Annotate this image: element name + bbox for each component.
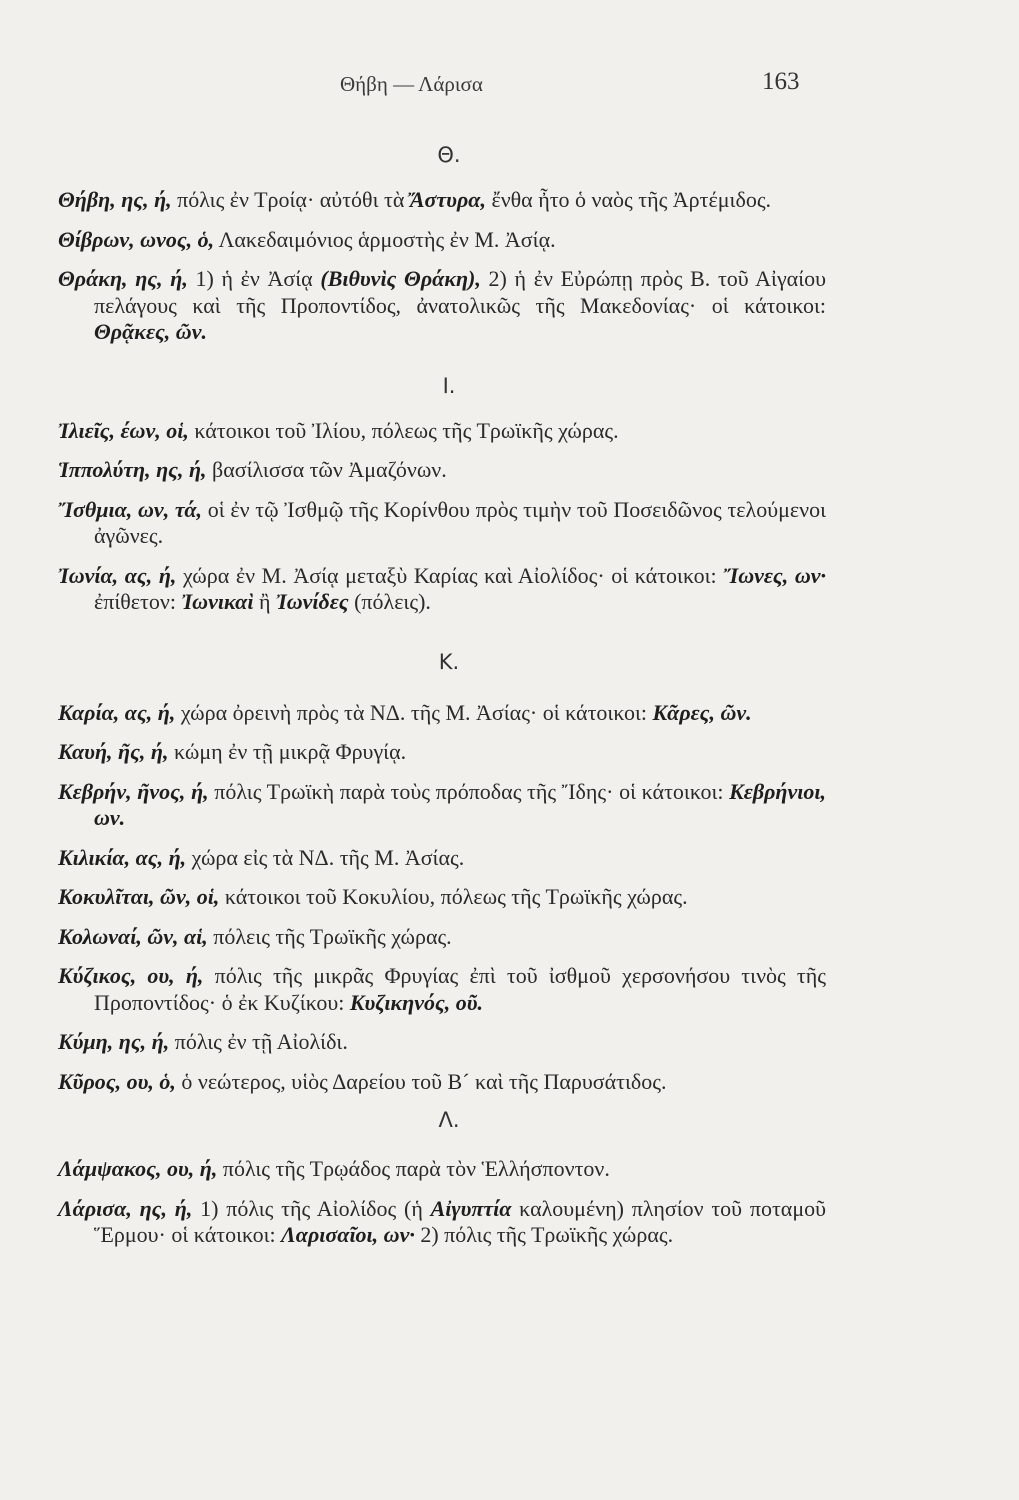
headword: Λάμψακος, ου, ή, <box>58 1156 218 1181</box>
italic-term: Θρᾷκες, ῶν. <box>94 319 207 344</box>
headword: Ἰωνία, ας, ή, <box>58 562 177 588</box>
section-letter-iota: Ι. <box>442 373 456 398</box>
definition-text: 1) ἡ ἐν Ἀσίᾳ <box>187 266 321 291</box>
definition-text: πόλις τῆς Τρῳάδος παρὰ τὸν Ἑλλήσποντον. <box>217 1156 610 1181</box>
italic-term: Κεβρήνιοι, ων. <box>94 778 826 830</box>
page-number: 163 <box>762 68 800 95</box>
entry-kolonai <box>58 924 826 951</box>
entry-larisa <box>58 1196 826 1249</box>
italic-term: Ἴωνες, ων· <box>723 562 826 588</box>
headword: Ἴσθμια, ων, τά, <box>58 496 203 522</box>
entry-thrace <box>58 266 826 346</box>
italic-term: Κᾶρες, ῶν. <box>652 699 752 725</box>
definition-text: πόλις Τρωϊκὴ παρὰ τοὺς πρόποδας τῆς Ἴδης· οἱ κάτοικοι: <box>208 778 730 804</box>
definition-text: 2) πόλις τῆς Τρωϊκῆς χώρας. <box>414 1222 674 1247</box>
headword: Κῦρος, ου, ὁ, <box>58 1068 176 1094</box>
headword: Κολωναί, ῶν, αἱ, <box>58 923 208 949</box>
italic-term: (Βιθυνὶς Θράκη), <box>320 266 481 291</box>
definition-text: ὁ νεώτερος, υἱὸς Δαρείου τοῦ Β´ καὶ τῆς Παρυσάτιδος. <box>175 1068 667 1094</box>
entry-hippolyte <box>58 457 826 484</box>
definition-text: (πόλεις). <box>348 589 431 614</box>
definition-text: χώρα εἰς τὰ ΝΔ. τῆς Μ. Ἀσίας. <box>186 844 465 870</box>
entry-isthmia <box>58 497 826 550</box>
italic-term: Ἄστυρα, <box>409 187 486 212</box>
definition-text: πόλις τῆς μικρᾶς Φρυγίας ἐπὶ τοῦ ἰσθμοῦ χερσονήσου τινὸς τῆς Προποντίδος· ὁ ἐκ Κυζίκου: <box>94 963 826 1015</box>
entry-lampsakos <box>58 1156 826 1183</box>
italic-term: Κυζικηνός, οῦ. <box>349 989 484 1015</box>
entry-thebe <box>58 187 826 214</box>
page-content <box>58 143 826 1262</box>
definition-text: χώρα ἐν Μ. Ἀσίᾳ μεταξὺ Καρίας καὶ Αἰολίδος· οἱ κάτοικοι: <box>176 562 724 588</box>
headword: Κιλικία, ας, ή, <box>58 844 187 870</box>
section-letter-theta: Θ. <box>437 143 461 167</box>
headword: Ἰλιεῖς, έων, οἱ, <box>58 417 189 443</box>
definition-text: οἱ ἐν τῷ Ἰσθμῷ τῆς Κορίνθου πρὸς τιμὴν τοῦ Ποσειδῶνος τελούμενοι ἀγῶνες. <box>94 496 826 548</box>
headword: Θίβρων, ωνος, ὁ, <box>58 226 215 252</box>
definition-text: κώμη ἐν τῇ μικρᾷ Φρυγίᾳ. <box>168 739 407 764</box>
definition-text: ἢ <box>253 589 276 614</box>
definition-text: κάτοικοι τοῦ Ἰλίου, πόλεως τῆς Τρωϊκῆς χώρας. <box>188 417 619 443</box>
definition-text: Λακεδαιμόνιος ἁρμοστὴς ἐν Μ. Ἀσίᾳ. <box>214 226 556 252</box>
definition-text: πόλεις τῆς Τρωϊκῆς χώρας. <box>207 923 452 949</box>
entry-kaue <box>58 739 826 766</box>
definition-text: 1) πόλις τῆς Αἰολίδος (ἡ <box>192 1195 431 1221</box>
headword: Ἱππολύτη, ης, ή, <box>58 457 207 482</box>
headword: Κύμη, ης, ή, <box>58 1029 170 1054</box>
entry-ionia <box>58 563 826 616</box>
headword: Λάρισα, ης, ή, <box>58 1195 193 1221</box>
headword: Κύζικος, ου, ή, <box>58 963 204 988</box>
entry-kyzikos <box>58 963 826 1016</box>
entry-kyros <box>58 1069 826 1096</box>
definition-text: πόλις ἐν Τροίᾳ· αὐτόθι τὰ <box>171 187 410 212</box>
definition-text: βασίλισσα τῶν Ἀμαζόνων. <box>206 457 447 482</box>
italic-term: Αἰγυπτία <box>430 1195 512 1221</box>
entry-kyme <box>58 1029 826 1056</box>
italic-term: Ἰωνικαὶ <box>181 589 254 614</box>
definition-text: χώρα ὀρεινὴ πρὸς τὰ ΝΔ. τῆς Μ. Ἀσίας· οἱ κάτοικοι: <box>175 699 653 725</box>
section-letter-lambda: Λ. <box>438 1108 460 1132</box>
entry-karia <box>58 700 826 727</box>
section-letter-kappa: Κ. <box>438 649 460 674</box>
definition-text: κάτοικοι τοῦ Κοκυλίου, πόλεως τῆς Τρωϊκῆς χώρας. <box>219 884 688 909</box>
entry-ilieis <box>58 418 826 445</box>
headword: Καυή, ῆς, ή, <box>58 739 169 764</box>
definition-text: καλουμένη) πλησίον τοῦ ποταμοῦ Ἕρμου· οἱ κάτοικοι: <box>94 1195 827 1247</box>
headword: Θήβη, ης, ή, <box>58 187 172 212</box>
definition-text: ἐπίθετον: <box>94 589 182 614</box>
headword: Κεβρήν, ῆνος, ή, <box>58 778 209 804</box>
entry-kilikia <box>58 845 826 872</box>
definition-text: πόλις ἐν τῇ Αἰολίδι. <box>169 1029 348 1054</box>
definition-text: ἔνθα ἦτο ὁ ναὸς τῆς Ἀρτέμιδος. <box>485 187 772 212</box>
running-title: Θήβη — Λάρισα <box>340 72 483 96</box>
headword: Καρία, ας, ή, <box>58 699 176 725</box>
entry-kokylitai <box>58 884 826 911</box>
headword: Θράκη, ης, ή, <box>58 266 188 291</box>
headword: Κοκυλῖται, ῶν, οἱ, <box>58 884 220 909</box>
italic-term: Ἰωνίδες <box>275 589 349 614</box>
page-header <box>0 62 1019 102</box>
entry-thibron <box>58 227 826 254</box>
definition-text: 2) ἡ ἐν Εὐρώπῃ πρὸς Β. τοῦ Αἰγαίου πελάγους καὶ τῆς Προποντίδος, ἀνατολικῶς τῆς Μακεδονίας· οἱ κάτοικοι: <box>94 266 827 318</box>
italic-term: Λαρισαῖοι, ων· <box>281 1222 415 1247</box>
entry-kebren <box>58 779 826 832</box>
